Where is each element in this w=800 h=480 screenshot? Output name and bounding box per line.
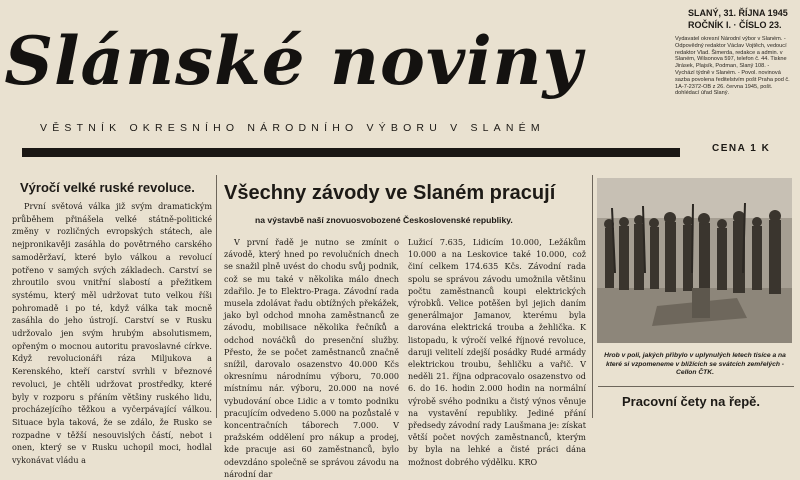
masthead-subtitle: VĚSTNÍK OKRESNÍHO NÁRODNÍHO VÝBORU V SLANÉM: [40, 122, 545, 134]
left-article-title: Výročí velké ruské revoluce.: [20, 180, 195, 195]
right-article-title: Pracovní čety na řepě.: [622, 394, 761, 409]
masthead-title: Slánské noviny: [4, 22, 583, 100]
column-divider: [592, 175, 593, 418]
main-article-title: Všechny závody ve Slaném pracují: [224, 182, 556, 204]
main-article-column-2: Lužicí 7.635, Lidicím 10.000, Ležákům 10.000 a na Leskovice také 10.000, což činí celkem 174.635 Kčs. Závodní rada spolu se správou závodu umožnila většinu počtu zaměstnanců koupi elektrických výrobků. Velice potěšen byl jejich daním generálmajor Jamanov, kterému byla darována elektrická trouba a žehlička. K listopadu, k výročí velké říjnové revoluce, daruji velitelí zdejší posádky Rudé armády elektrickou troubu, šehličku a vařič. V neděli 21. října odpracovalo osazenstvo od 6. do 16. hodin 2.000 hodin na normální výrobě svého podniku a čistý výnos věnuje na vystavění republiky. Jediné přání předsedy závodní rady Laušmana je: získat větší počet nových zaměstnanců, kterým by byla na lehké a čisté práci dána možnost dobrého výdělku. KRO: [408, 237, 586, 467]
soldiers-at-grave-image: [597, 178, 792, 343]
main-article-column-1: V první řadě je nutno se zmínit o závodě, který hned po revolučních dnech se snažil plně uvést do chodu svůj podnik, což se mu také v několika málo dnech zdařilo. Je to Elektro-Praga. Závodní rada musela zdolávat řadu obtížných překážek, jako byl odchod mnoha zaměstnanců ze závodu, mobilisace několika řečníků a odchod nováčků do presenční služby. Přesto, že se počet zaměstnanců značně snížil, darovalo osazenstvo 40.000 Kčs okresnímu národnímu výboru, 70.000 místnímu nár. výboru, 20.000 na nové vybudování obce Lidic a v tomto podniku pracujícím odvedeno 5.000 na pozůstalé v koncentračních táborech 7.000. V pražském oddělení pro nákup a prodej, kde pracuje asi 60 zaměstnanců, bylo odevzdáno společně se správou závodu na národní dar: [224, 237, 399, 479]
news-photo: [597, 178, 792, 343]
photo-caption: Hrob v poli, jakých přibylo v uplynulých letech tisíce a na které si vzpomeneme v blížících se svátcích zemřelých - Cellon ČTK.: [604, 352, 786, 377]
issue-number: ROČNÍK I. · ČÍSLO 23.: [688, 20, 782, 30]
left-article-body: První světová válka již svým dramatickým průběhem přinášela velké státně-politické změny v rozličných evropských státech, ale nejpronikavěji zasáhla do povětrného carského samoděržaví, které bylo válkou a revolucí potřeno v samých svých základech. Carství se zhroutilo svou vnitřní slabostí a přežitkem systému, který měl udržovat tuto velkou říši pohromadě i po té, když válka tak mocně zasáhla do jeho ústrojí. Carství se v Rusku udržovalo jen svým hrubým absolutismem, opřeným o mocnou autoritu pravoslavné církve. Když revolucionáři ráza Miljukova a Kerenského, kteří carství svrhli v březnové revoluci, je chtěli udržovat prostředky, které byly v rozporu s přáním většiny ruského lidu, procházejícího těžkou a vyčerpávající válkou. Situace byla taková, že se zdálo, že Rusko se rozpadne v těžší nesouvislých částí, nebot i onen, který se v Rusku uchopil moci, hodlal vykonávat vládu a: [12, 201, 212, 466]
column-divider: [216, 175, 217, 418]
left-article: [12, 180, 212, 466]
publisher-info: Vydavatel okresní Národní výbor v Slaném. - Odpovědný redaktor Václav Vojtěch, vedoucí redaktor Vlad. Šimerda, redakce a admin. v Slaném, Wilsonova 597, telefon č. 44. Tiskne Jirásek, Plajsík, Podman, Slaný 108. - Vychází týdně v Slaném. - Povol. novinová sazba povolena ředitelstvím pošt Praha pod č. 1A-7-2372-OB z 26. června 1945, pošt. dohlédací úřad Slaný.: [675, 36, 790, 97]
caption-rule: [598, 386, 794, 387]
issue-date: SLANÝ, 31. ŘÍJNA 1945: [688, 8, 788, 18]
price-label: CENA 1 K: [712, 143, 771, 154]
main-article-subtitle: na výstavbě naší znovuosvobozené Československé republiky.: [255, 215, 513, 225]
masthead-rule: [22, 148, 680, 157]
